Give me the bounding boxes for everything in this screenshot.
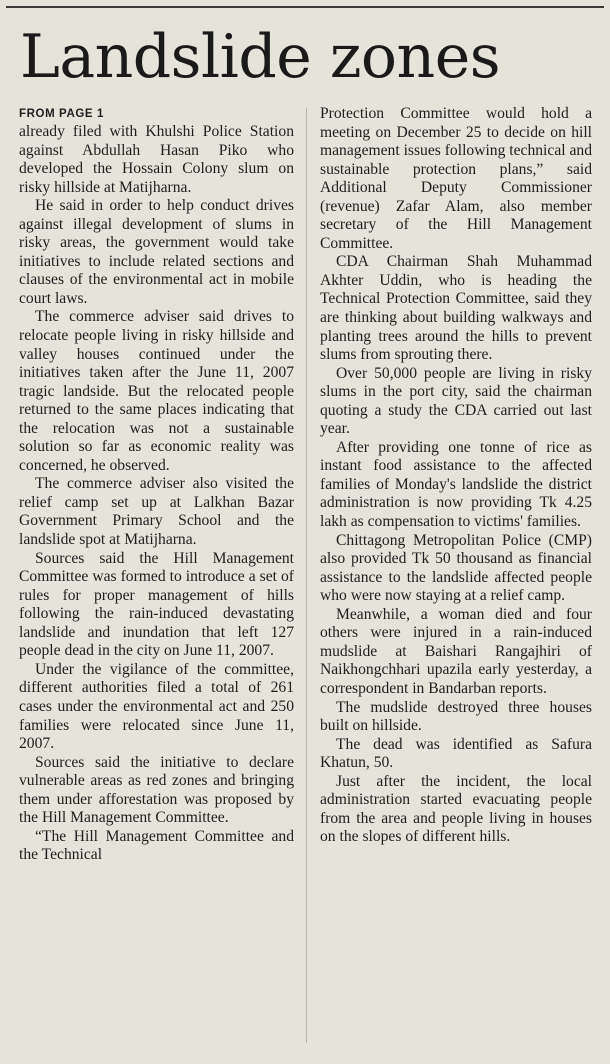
headline: Landslide zones: [20, 22, 500, 92]
paragraph: “The Hill Management Committee and the Technical: [19, 827, 294, 864]
paragraph: After providing one tonne of rice as instant food assistance to the affected families of Monday's landslide the district administration is now providing Tk 4.25 lakh as compensation to victims' families.: [320, 438, 592, 531]
paragraph: Chittagong Metropolitan Police (CMP) also provided Tk 50 thousand as financial assistance to the landslide affected people who were now staying at a relief camp.: [320, 531, 592, 605]
paragraph: Sources said the initiative to declare vulnerable areas as red zones and bringing them under afforestation was proposed by the Hill Management Committee.: [19, 753, 294, 827]
right-column: [320, 105, 592, 847]
kicker: FROM PAGE 1: [19, 108, 104, 120]
paragraph: Over 50,000 people are living in risky slums in the port city, said the chairman quoting a study the CDA carried out last year.: [320, 364, 592, 438]
paragraph: The dead was identified as Safura Khatun, 50.: [320, 735, 592, 772]
paragraph: The mudslide destroyed three houses built on hillside.: [320, 698, 592, 735]
paragraph: Just after the incident, the local administration started evacuating people from the area and people living in houses on the slopes of different hills.: [320, 772, 592, 846]
column-divider: [306, 108, 307, 1043]
paragraph: Protection Committee would hold a meeting on December 25 to decide on hill management issues following technical and sustainable protection plans,” said Additional Deputy Commissioner (revenue) Zafar Alam, also member secretary of the Hill Management Committee.: [320, 105, 592, 252]
left-column: [19, 105, 294, 865]
paragraph: He said in order to help conduct drives against illegal development of slums in risky areas, the government would take initiatives to include related sections and clauses of the environmental act in mobile court laws.: [19, 197, 294, 307]
paragraph: Sources said the Hill Management Committee was formed to introduce a set of rules for proper management of hills following the rain-induced devastating landslide and inundation that left 127 people dead in the city on June 11, 2007.: [19, 549, 294, 660]
paragraph: The commerce adviser also visited the relief camp set up at Lalkhan Bazar Government Primary School and the landslide spot at Matijharna.: [19, 475, 294, 549]
top-rule: [6, 6, 604, 8]
paragraph: Under the vigilance of the committee, different authorities filed a total of 261 cases under the environmental act and 250 families were relocated since June 11, 2007.: [19, 660, 294, 753]
paragraph: CDA Chairman Shah Muhammad Akhter Uddin, who is heading the Technical Protection Committee, said they are thinking about building walkways and planting trees around the hills to prevent slums from sprouting there.: [320, 253, 592, 364]
paragraph: already filed with Khulshi Police Station against Abdullah Hasan Piko who developed the Hossain Colony slum on risky hillside at Matijharna.: [19, 123, 294, 196]
paragraph: Meanwhile, a woman died and four others were injured in a rain-induced mudslide at Baishari Rangajhiri of Naikhongchhari upazila early yesterday, a correspondent in Bandarban reports.: [320, 605, 592, 697]
paragraph: The commerce adviser said drives to relocate people living in risky hillside and valley houses continued under the initiatives taken after the June 11, 2007 tragic landside. But the relocated people returned to the same places indicating that the relocation was not a sustainable solution so far as economic reality was concerned, he observed.: [19, 308, 294, 474]
